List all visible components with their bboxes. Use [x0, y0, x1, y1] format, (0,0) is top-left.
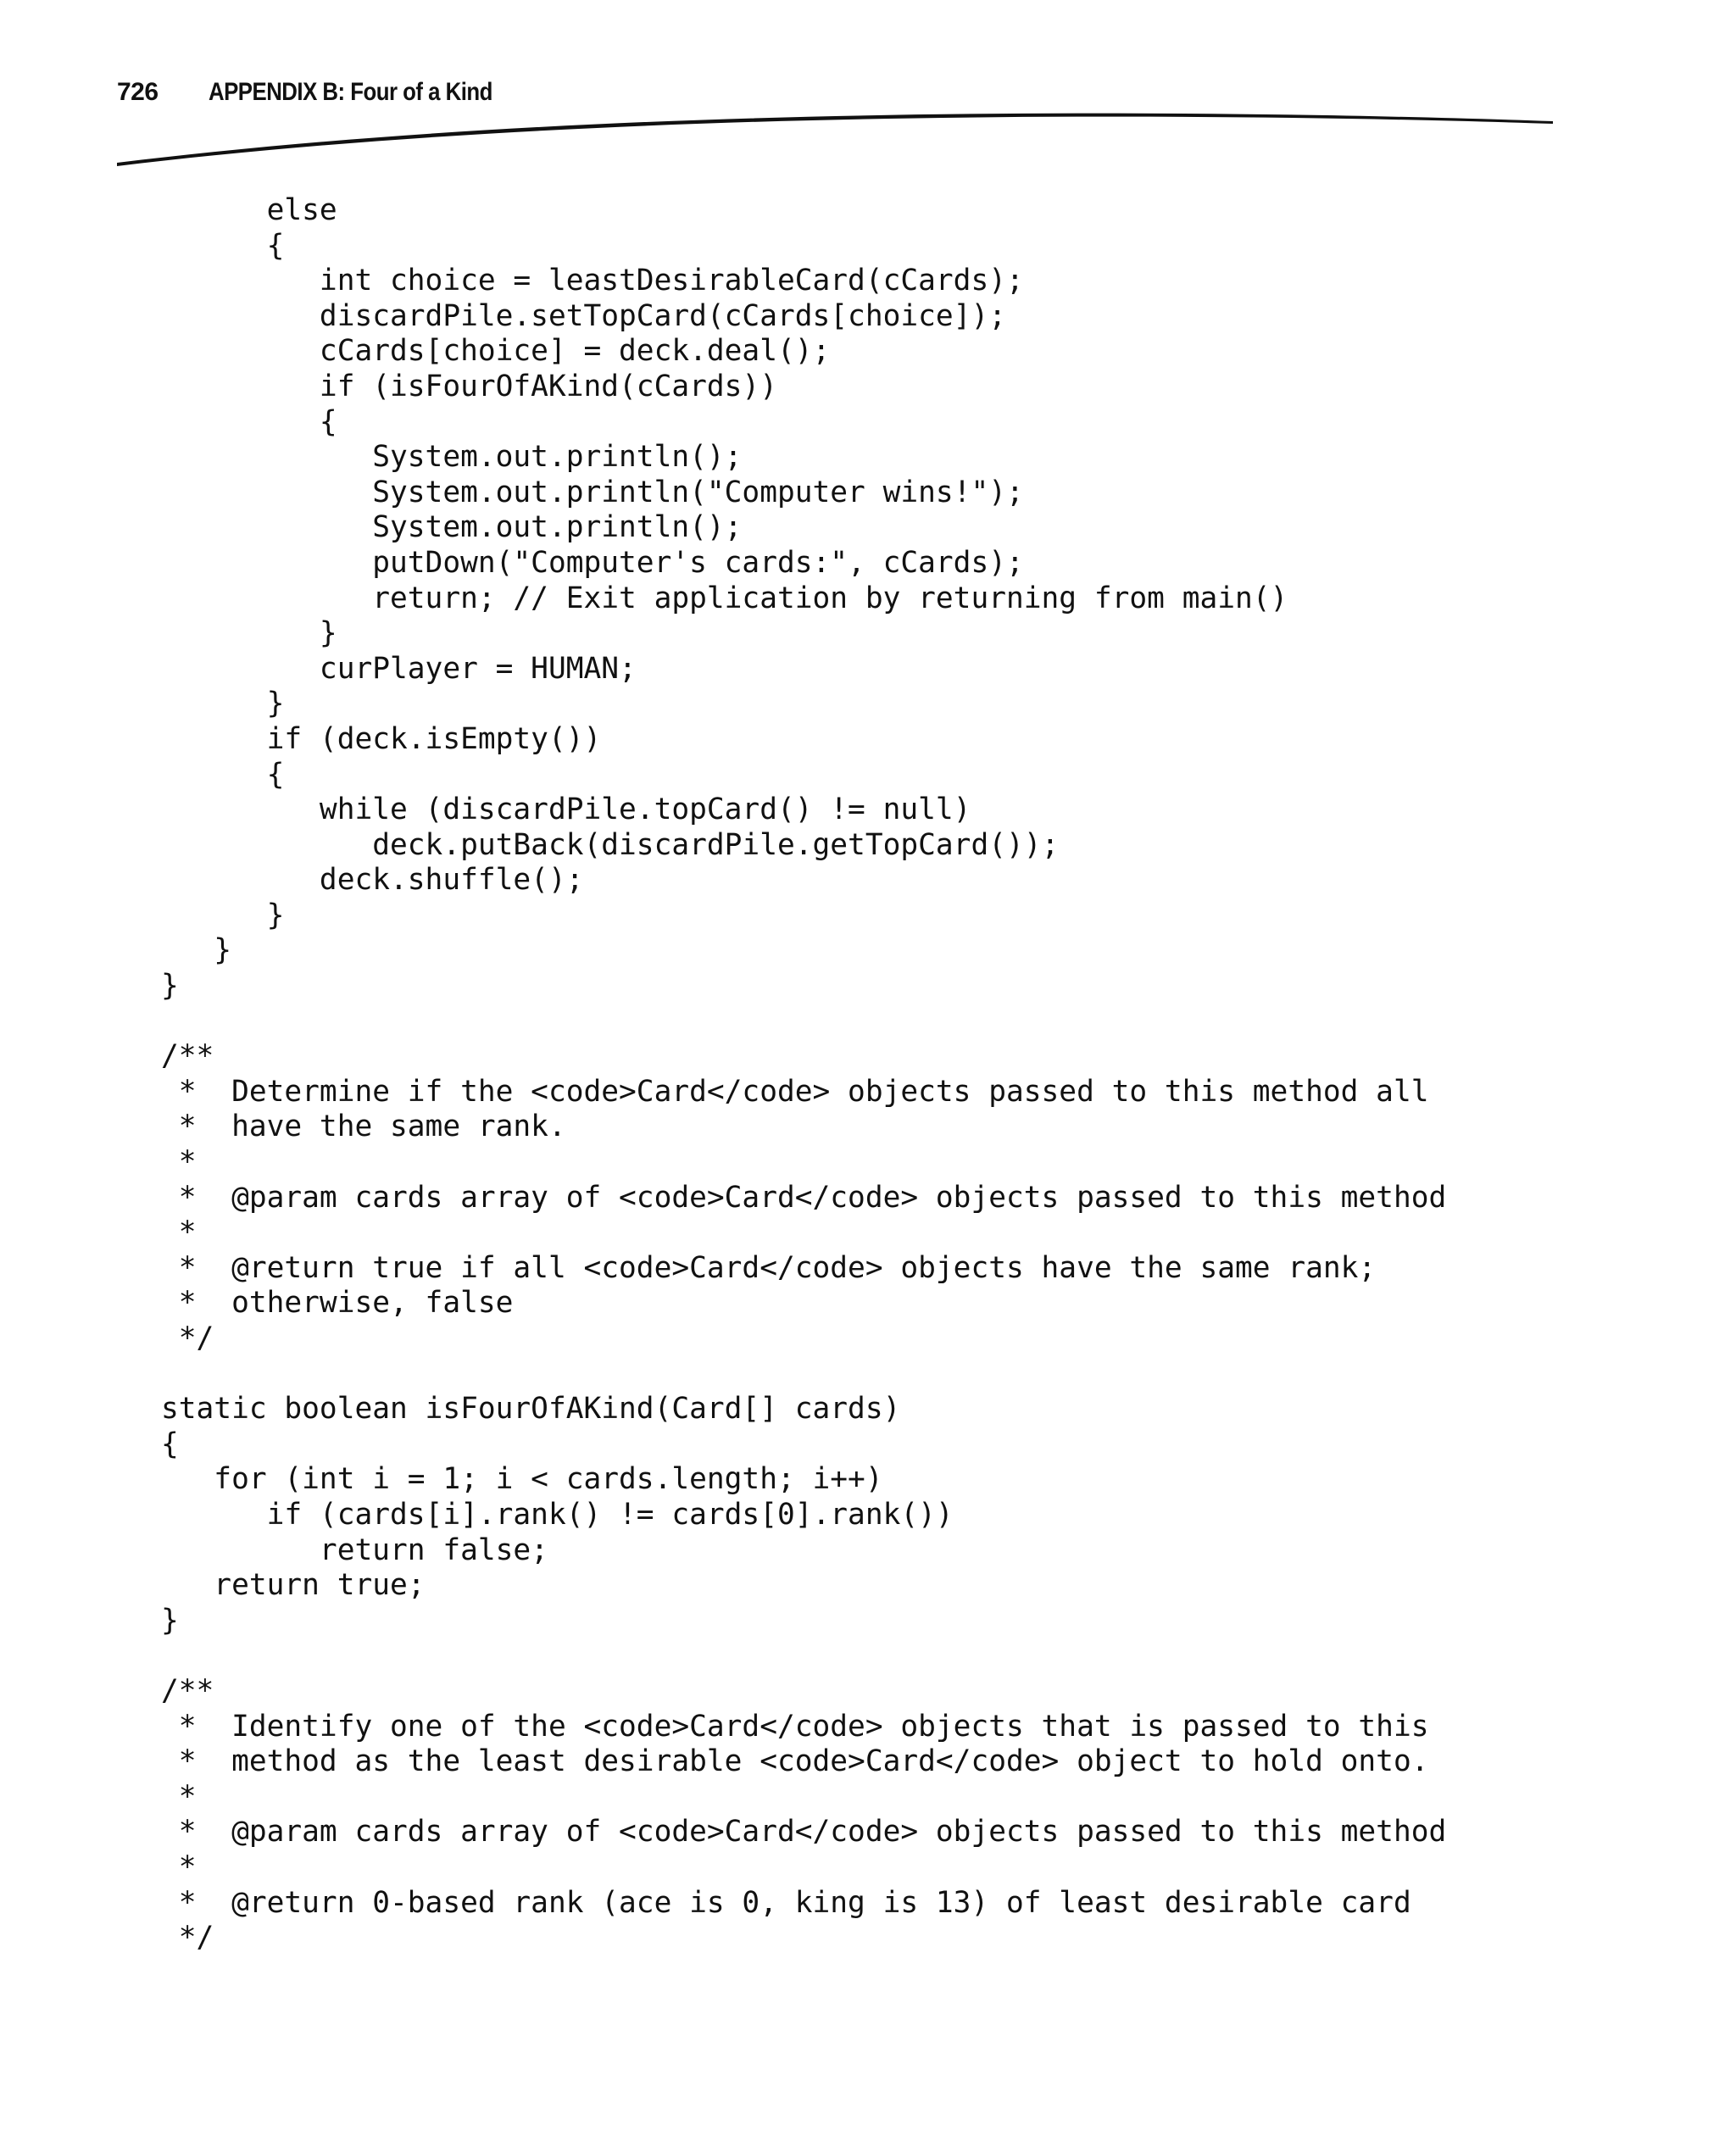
code-line: * method as the least desirable <code>Card</code> object to hold onto. — [161, 1744, 1429, 1779]
code-line: } — [161, 898, 285, 932]
code-line: * @return 0-based rank (ace is 0, king is 13) of least desirable card — [161, 1885, 1411, 1920]
code-line: * Identify one of the <code>Card</code> objects that is passed to this — [161, 1709, 1429, 1744]
code-line: curPlayer = HUMAN; — [161, 651, 637, 686]
code-line: deck.shuffle(); — [161, 863, 584, 898]
code-line: System.out.println("Computer wins!"); — [161, 475, 1024, 509]
code-line: * @param cards array of <code>Card</code> objects passed to this method — [161, 1180, 1447, 1215]
code-line: discardPile.setTopCard(cCards[choice]); — [161, 298, 1006, 333]
running-head: APPENDIX B: Four of a Kind — [209, 78, 492, 106]
code-line: * — [161, 1145, 197, 1180]
code-line: */ — [161, 1321, 214, 1355]
code-line: */ — [161, 1921, 214, 1955]
code-listing — [161, 193, 1446, 1956]
code-line — [161, 1004, 1446, 1040]
page-number: 726 — [117, 78, 159, 106]
code-line: } — [161, 969, 179, 1004]
code-line: } — [161, 616, 337, 651]
code-line: return; // Exit application by returning from main() — [161, 581, 1288, 615]
code-line: * otherwise, false — [161, 1286, 514, 1321]
code-line: static boolean isFourOfAKind(Card[] cards) — [161, 1392, 901, 1427]
code-line: } — [161, 1603, 179, 1638]
code-line: return false; — [161, 1532, 548, 1567]
code-line: { — [161, 757, 285, 792]
code-line: if (isFourOfAKind(cCards)) — [161, 369, 777, 403]
code-line: System.out.println(); — [161, 510, 743, 545]
code-line: { — [161, 1427, 179, 1461]
code-line: { — [161, 228, 285, 263]
code-line: else — [161, 193, 337, 227]
code-line: if (cards[i].rank() != cards[0].rank()) — [161, 1497, 954, 1532]
code-line: if (deck.isEmpty()) — [161, 721, 602, 756]
header-rule — [0, 0, 1736, 186]
code-line: } — [161, 933, 232, 968]
code-line: * — [161, 1850, 197, 1884]
code-line: * Determine if the <code>Card</code> objects passed to this method all — [161, 1074, 1429, 1109]
code-line — [161, 1638, 1446, 1674]
code-line: * — [161, 1779, 197, 1814]
code-line: cCards[choice] = deck.deal(); — [161, 334, 831, 369]
code-line: deck.putBack(discardPile.getTopCard()); — [161, 827, 1060, 862]
code-line: /** — [161, 1673, 214, 1708]
code-line: putDown("Computer's cards:", cCards); — [161, 545, 1024, 580]
code-line: System.out.println(); — [161, 440, 743, 475]
code-line: { — [161, 404, 337, 439]
code-line: * have the same rank. — [161, 1110, 566, 1144]
code-line: return true; — [161, 1568, 426, 1603]
code-line: * @return true if all <code>Card</code> objects have the same rank; — [161, 1250, 1377, 1285]
code-line: while (discardPile.topCard() != null) — [161, 793, 971, 827]
code-line: * @param cards array of <code>Card</code> objects passed to this method — [161, 1815, 1447, 1850]
code-line — [161, 1357, 1446, 1393]
code-line: /** — [161, 1039, 214, 1074]
code-line: for (int i = 1; i < cards.length; i++) — [161, 1462, 883, 1497]
code-line: * — [161, 1215, 197, 1250]
header-swoosh — [117, 114, 1553, 166]
code-line: } — [161, 687, 285, 721]
code-line: int choice = leastDesirableCard(cCards); — [161, 264, 1024, 298]
